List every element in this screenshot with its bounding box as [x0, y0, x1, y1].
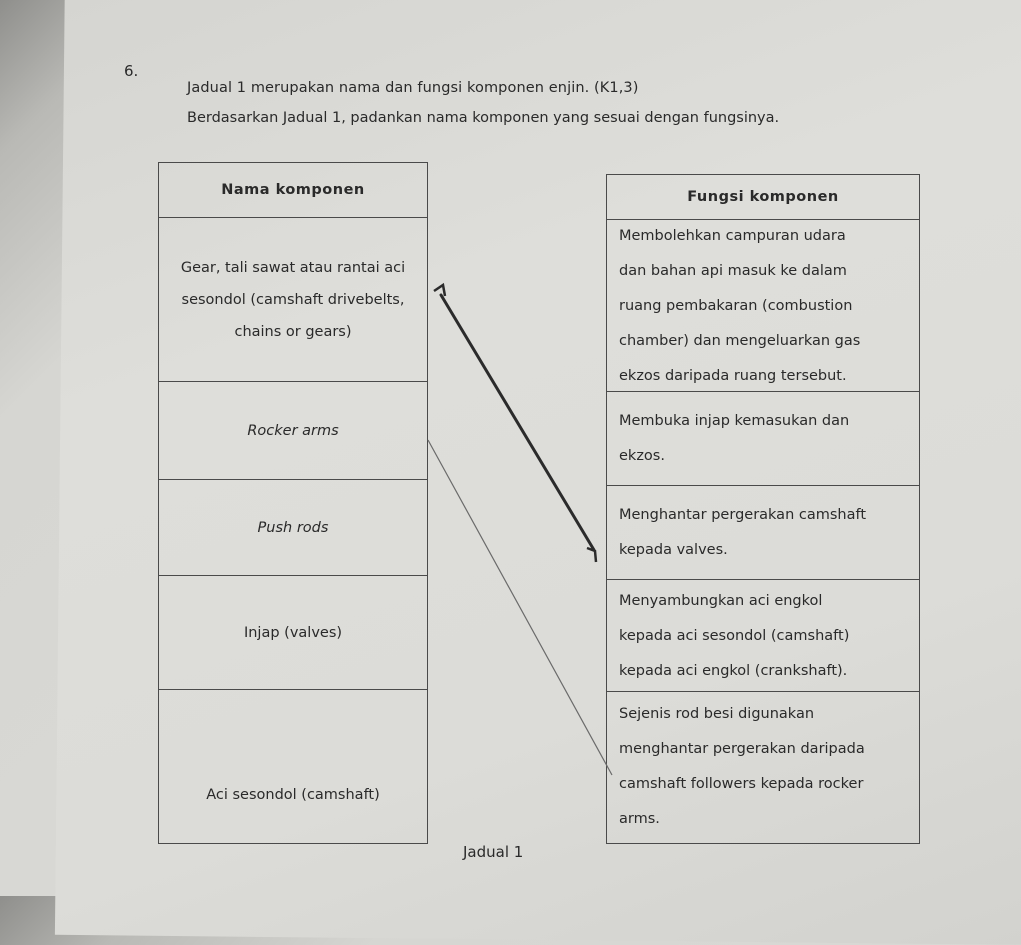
component-function-row-3-line-1: Menghantar pergerakan camshaft	[619, 507, 867, 523]
component-name-row-2-text: Rocker arms	[247, 423, 339, 439]
component-function-header: Fungsi komponen	[607, 175, 919, 220]
arrowhead-bottom-icon	[587, 548, 596, 562]
component-function-row-2-line-1: Membuka injap kemasukan dan	[619, 413, 850, 429]
question-instruction-1: Jadual 1 merupakan nama dan fungsi komponen enjin. (K1,3)	[187, 80, 639, 96]
component-name-header: Nama komponen	[159, 163, 427, 218]
component-name-row-1-line-3: chains or gears)	[234, 324, 352, 340]
question-number: 6.	[124, 62, 139, 80]
question-instruction-2: Berdasarkan Jadual 1, padankan nama komponen yang sesuai dengan fungsinya.	[187, 110, 780, 126]
component-function-row-5-line-4: arms.	[619, 811, 660, 827]
component-function-row-5-line-2: menghantar pergerakan daripada	[619, 741, 865, 757]
component-function-row-1-line-2: dan bahan api masuk ke dalam	[619, 262, 847, 279]
component-function-row-1-line-3: ruang pembakaran (combustion	[619, 297, 853, 314]
table-caption: Jadual 1	[463, 843, 524, 861]
component-function-row-1-line-4: chamber) dan mengeluarkan gas	[619, 332, 861, 349]
component-function-row-3-line-2: kepada valves.	[619, 542, 728, 558]
component-function-row-4-line-3: kepada aci engkol (crankshaft).	[619, 662, 848, 679]
component-function-row-4-line-2: kepada aci sesondol (camshaft)	[619, 627, 850, 644]
component-function-row-1-line-5: ekzos daripada ruang tersebut.	[619, 367, 847, 384]
component-name-row-1-line-2: sesondol (camshaft drivebelts,	[181, 292, 405, 308]
component-function-row-2-line-2: ekzos.	[619, 448, 665, 464]
arrowhead-top-icon	[434, 285, 445, 296]
component-function-row-5-line-3: camshaft followers kepada rocker	[619, 776, 864, 792]
component-function-row-4-line-1: Menyambungkan aci engkol	[619, 592, 823, 609]
component-name-row-1-line-1: Gear, tali sawat atau rantai aci	[180, 260, 406, 276]
matching-line-2[interactable]	[428, 440, 612, 775]
component-name-row-3-text: Push rods	[257, 520, 329, 536]
matching-line-1[interactable]	[441, 295, 594, 550]
component-function-row-5-line-1: Sejenis rod besi digunakan	[619, 706, 815, 722]
component-name-row-5-text: Aci sesondol (camshaft)	[206, 787, 380, 803]
component-function-row-1-line-1: Membolehkan campuran udara	[619, 227, 846, 244]
component-name-row-4-text: Injap (valves)	[243, 625, 343, 641]
